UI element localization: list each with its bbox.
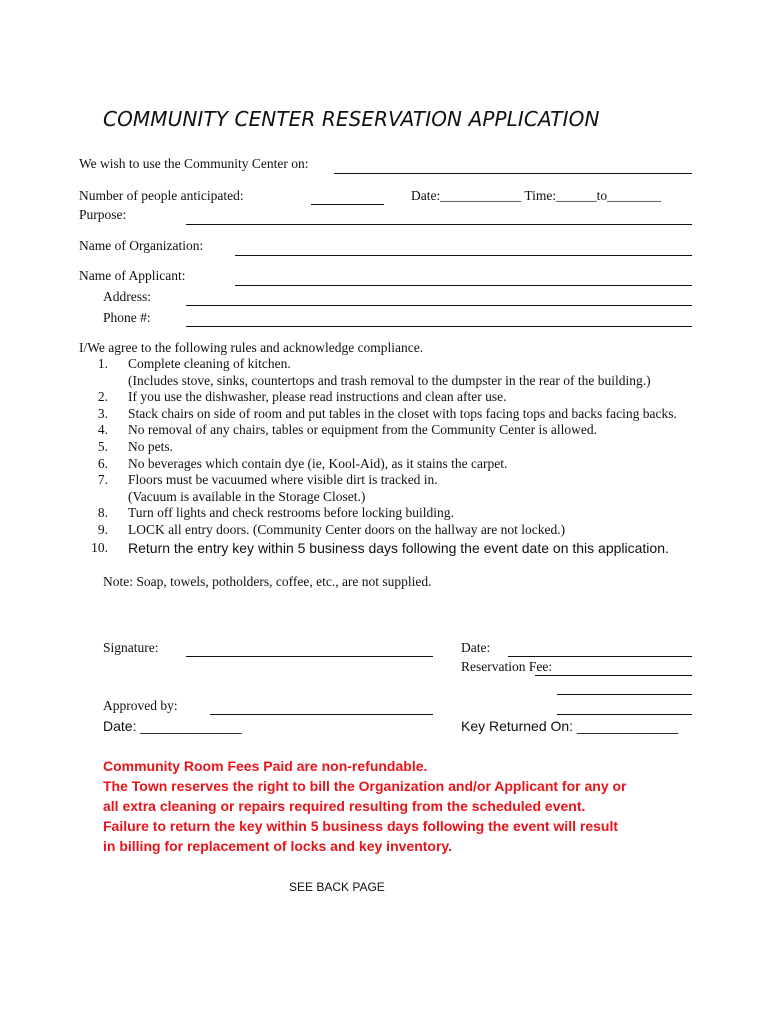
applicant-label: Name of Applicant: xyxy=(79,268,186,283)
wish-label: We wish to use the Community Center on: xyxy=(79,156,309,171)
reservation-fee-field[interactable] xyxy=(535,675,692,676)
people-label: Number of people anticipated: xyxy=(79,188,244,203)
event-date-field[interactable] xyxy=(334,173,692,174)
signature-date-label: Date: xyxy=(461,640,491,655)
signature-date-field[interactable] xyxy=(508,656,692,657)
page-title: COMMUNITY CENTER RESERVATION APPLICATION xyxy=(103,107,600,131)
warning-line: all extra cleaning or repairs required resulting from the scheduled event. xyxy=(103,798,586,814)
approved-by-label: Approved by: xyxy=(103,698,178,713)
organization-field[interactable] xyxy=(235,255,692,256)
supplies-note: Note: Soap, towels, potholders, coffee, etc., are not supplied. xyxy=(103,574,432,589)
extra-line-field[interactable] xyxy=(557,694,692,695)
address-label: Address: xyxy=(103,289,151,304)
reservation-fee-label: Reservation Fee: xyxy=(461,659,553,674)
approved-date-label[interactable]: Date: _____________ xyxy=(103,718,242,734)
organization-label: Name of Organization: xyxy=(79,238,204,253)
phone-field[interactable] xyxy=(186,326,692,327)
people-count-field[interactable] xyxy=(311,204,384,205)
purpose-field[interactable] xyxy=(186,224,692,225)
address-field[interactable] xyxy=(186,305,692,306)
warning-line: Failure to return the key within 5 business days following the event will result xyxy=(103,818,618,834)
approved-by-field[interactable] xyxy=(210,714,433,715)
warning-line: The Town reserves the right to bill the Organization and/or Applicant for any or xyxy=(103,778,627,794)
signature-field[interactable] xyxy=(186,656,433,657)
agreement-intro: I/We agree to the following rules and acknowledge compliance. xyxy=(79,340,424,355)
signature-label: Signature: xyxy=(103,640,159,655)
date-time-label[interactable]: Date:____________ Time:______to________ xyxy=(411,188,662,203)
warning-line: in billing for replacement of locks and key inventory. xyxy=(103,838,453,854)
phone-label: Phone #: xyxy=(103,310,151,325)
purpose-label: Purpose: xyxy=(79,207,127,222)
key-extra-line-field[interactable] xyxy=(557,714,692,715)
warning-line: Community Room Fees Paid are non-refundable. xyxy=(103,758,428,774)
key-returned-label[interactable]: Key Returned On: _____________ xyxy=(461,718,679,734)
applicant-field[interactable] xyxy=(235,285,692,286)
see-back-page: SEE BACK PAGE xyxy=(289,880,385,894)
